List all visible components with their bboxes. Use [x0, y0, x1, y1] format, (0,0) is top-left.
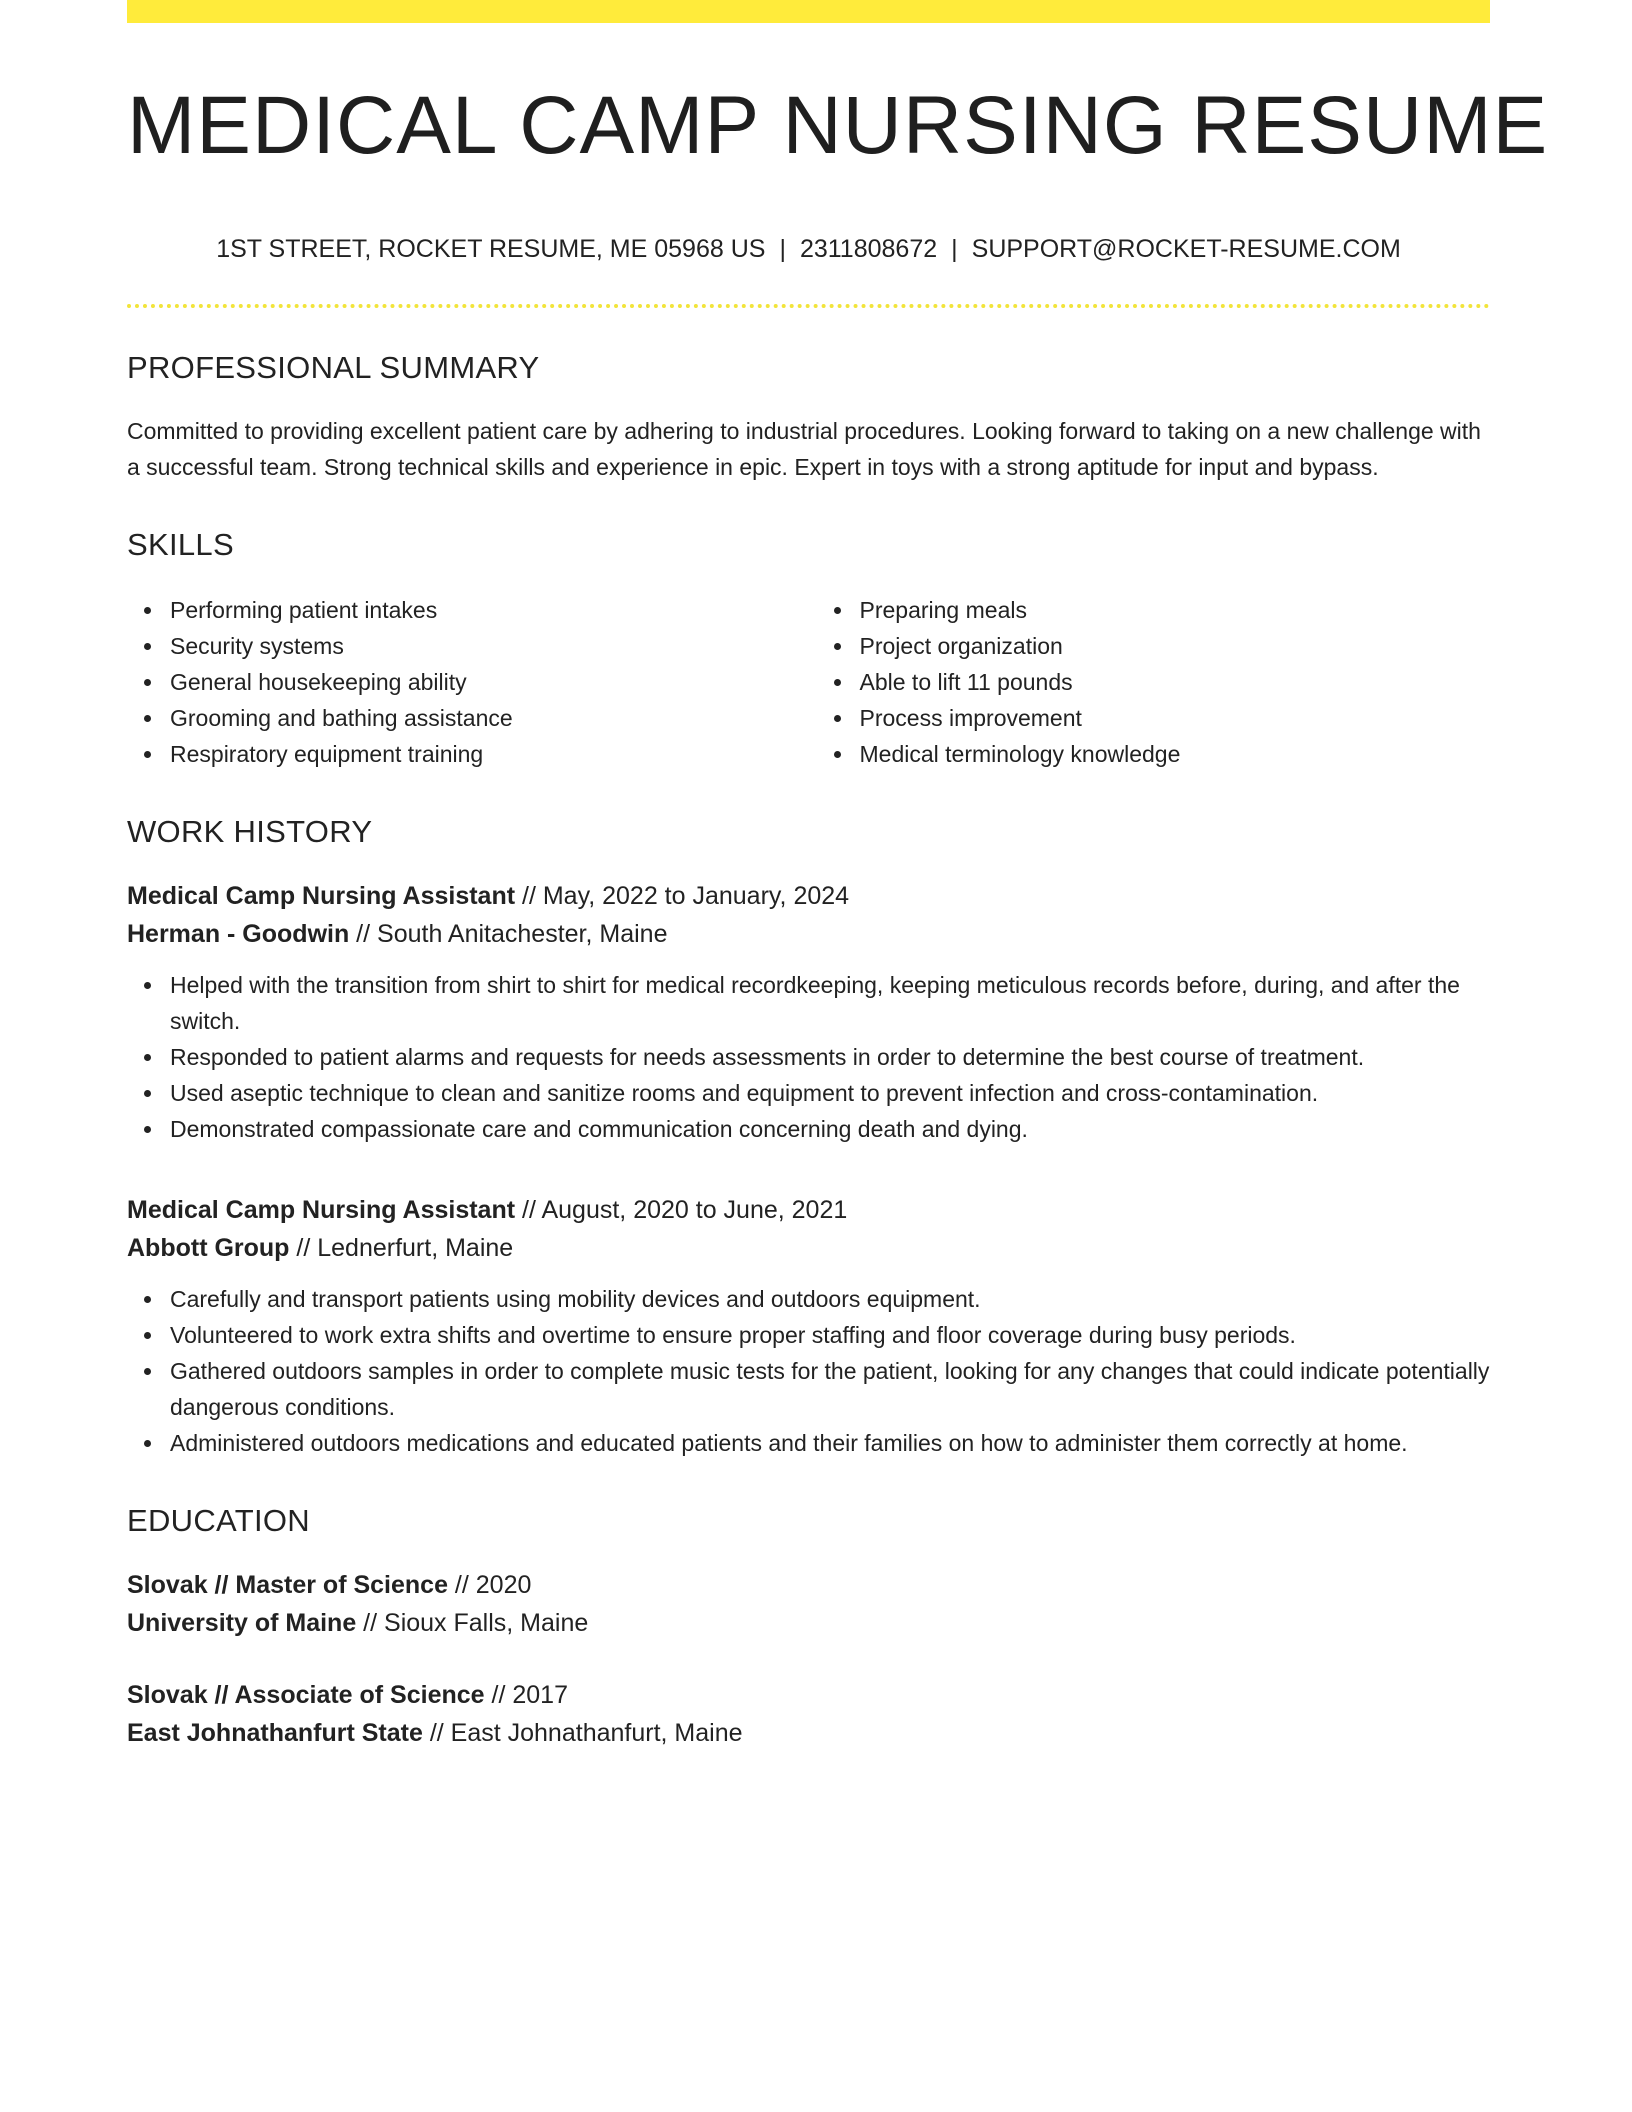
job-bullet: Responded to patient alarms and requests for needs assessments in order to determine the best course of treatment.: [127, 1039, 1490, 1075]
section-title-summary: PROFESSIONAL SUMMARY: [127, 350, 540, 385]
skills-column-right: [809, 592, 1491, 772]
education-degree: Slovak // Master of Science: [127, 1571, 448, 1599]
job-bullet: Volunteered to work extra shifts and overtime to ensure proper staffing and floor coverage during busy periods.: [127, 1317, 1490, 1353]
education-location: // East Johnathanfurt, Maine: [422, 1719, 743, 1747]
resume-page: [127, 0, 1549, 2112]
skill-item: Project organization: [817, 628, 1491, 664]
job-role-line: [127, 1191, 1490, 1229]
job-company: Herman - Goodwin: [127, 920, 350, 948]
job-location: // South Anitachester, Maine: [349, 920, 668, 948]
contact-phone[interactable]: 2311808672: [799, 235, 938, 263]
skill-item: Respiratory equipment training: [127, 736, 809, 772]
job-company-line: [127, 1229, 1490, 1267]
skills-column-left: [127, 592, 809, 772]
job-bullets: [127, 967, 1490, 1147]
skill-item: Security systems: [127, 628, 809, 664]
skill-item: Medical terminology knowledge: [817, 736, 1491, 772]
job-role-line: [127, 877, 1490, 915]
skill-item: Performing patient intakes: [127, 592, 809, 628]
section-title-work: WORK HISTORY: [127, 814, 373, 849]
education-entry: [127, 1676, 1490, 1752]
contact-line: [127, 235, 1490, 264]
job-bullet: Used aseptic technique to clean and sanitize rooms and equipment to prevent infection and cross-contamination.: [127, 1075, 1490, 1111]
skill-item: Grooming and bathing assistance: [127, 700, 809, 736]
job-entry: [127, 1191, 1490, 1461]
education-entry: [127, 1566, 1490, 1642]
job-role: Medical Camp Nursing Assistant: [127, 1196, 516, 1224]
education-school-line: [127, 1604, 1490, 1642]
skill-item: Preparing meals: [817, 592, 1491, 628]
education-year: // 2017: [484, 1681, 568, 1709]
education-school-line: [127, 1714, 1490, 1752]
contact-email[interactable]: SUPPORT@ROCKET-RESUME.COM: [971, 235, 1401, 263]
job-bullets: [127, 1281, 1490, 1461]
job-bullet: Demonstrated compassionate care and communication concerning death and dying.: [127, 1111, 1490, 1147]
skill-item: Able to lift 11 pounds: [817, 664, 1491, 700]
section-title-education: EDUCATION: [127, 1503, 310, 1538]
job-bullet: Administered outdoors medications and educated patients and their families on how to administer them correctly at home.: [127, 1425, 1490, 1461]
job-location: // Lednerfurt, Maine: [289, 1234, 514, 1262]
job-bullet: Helped with the transition from shirt to shirt for medical recordkeeping, keeping meticulous records before, during, and after the switch.: [127, 967, 1490, 1039]
education-school: East Johnathanfurt State: [127, 1719, 423, 1747]
section-title-skills: SKILLS: [127, 527, 234, 562]
contact-separator: |: [779, 235, 786, 263]
education-location: // Sioux Falls, Maine: [356, 1609, 589, 1637]
contact-separator: |: [951, 235, 958, 263]
education-degree-line: [127, 1566, 1490, 1604]
job-company: Abbott Group: [127, 1234, 290, 1262]
job-dates: // August, 2020 to June, 2021: [515, 1196, 848, 1224]
education-school: University of Maine: [127, 1609, 357, 1637]
job-bullet: Gathered outdoors samples in order to complete music tests for the patient, looking for any changes that could indicate potentially dangerous conditions.: [127, 1353, 1490, 1425]
accent-bar: [127, 0, 1490, 23]
job-role: Medical Camp Nursing Assistant: [127, 882, 516, 910]
contact-address: 1ST STREET, ROCKET RESUME, ME 05968 US: [216, 235, 766, 263]
job-company-line: [127, 915, 1490, 953]
skill-item: Process improvement: [817, 700, 1491, 736]
summary-text: Committed to providing excellent patient care by adhering to industrial procedures. Looking forward to taking on a new challenge with a successful team. Strong technical skills and experience in epic. Expert in toys with a strong aptitude for input and bypass.: [127, 418, 1481, 480]
education-degree-line: [127, 1676, 1490, 1714]
job-entry: [127, 877, 1490, 1147]
job-dates: // May, 2022 to January, 2024: [515, 882, 850, 910]
education-degree: Slovak // Associate of Science: [127, 1681, 485, 1709]
education-year: // 2020: [447, 1571, 532, 1599]
header-divider: [127, 304, 1490, 308]
resume-title: MEDICAL CAMP NURSING RESUME: [127, 80, 1549, 171]
skills-list: [127, 592, 1490, 772]
job-bullet: Carefully and transport patients using mobility devices and outdoors equipment.: [127, 1281, 1490, 1317]
skill-item: General housekeeping ability: [127, 664, 809, 700]
